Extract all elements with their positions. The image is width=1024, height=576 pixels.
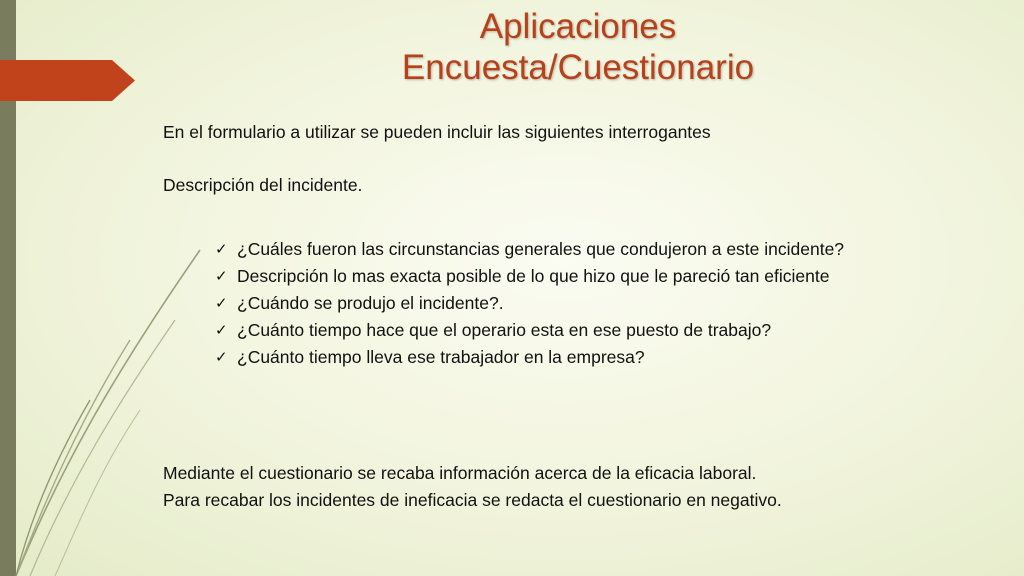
checkmark-icon: ✓ xyxy=(215,322,228,339)
question-text: ¿Cuándo se produjo el incidente?. xyxy=(237,293,504,313)
list-item xyxy=(215,236,844,263)
question-text: ¿Cuánto tiempo hace que el operario esta en ese puesto de trabajo? xyxy=(237,320,772,340)
footer-line-1: Mediante el cuestionario se recaba información acerca de la eficacia laboral. xyxy=(163,463,757,483)
list-item xyxy=(215,263,844,290)
slide-title xyxy=(300,6,856,88)
checkmark-icon: ✓ xyxy=(215,295,228,312)
checkmark-icon: ✓ xyxy=(215,268,228,285)
intro-text: En el formulario a utilizar se pueden incluir las siguientes interrogantes xyxy=(163,122,711,142)
footer-line-2: Para recabar los incidentes de ineficacia se redacta el cuestionario en negativo. xyxy=(163,490,782,510)
question-text: ¿Cuáles fueron las circunstancias generales que condujeron a este incidente? xyxy=(237,239,845,259)
question-text: ¿Cuánto tiempo lleva ese trabajador en la empresa? xyxy=(237,347,645,367)
question-list xyxy=(215,236,844,371)
checkmark-icon: ✓ xyxy=(215,349,228,366)
footer-text xyxy=(163,460,782,514)
question-text: Descripción lo mas exacta posible de lo que hizo que le pareció tan eficiente xyxy=(237,266,830,286)
title-line-2: Encuesta/Cuestionario xyxy=(401,48,755,87)
arrow-banner-icon xyxy=(0,60,135,101)
list-item xyxy=(215,290,844,317)
checkmark-icon: ✓ xyxy=(215,241,228,258)
list-item xyxy=(215,317,844,344)
list-item xyxy=(215,344,844,371)
title-line-1: Aplicaciones xyxy=(479,7,677,46)
subheading: Descripción del incidente. xyxy=(163,175,363,195)
